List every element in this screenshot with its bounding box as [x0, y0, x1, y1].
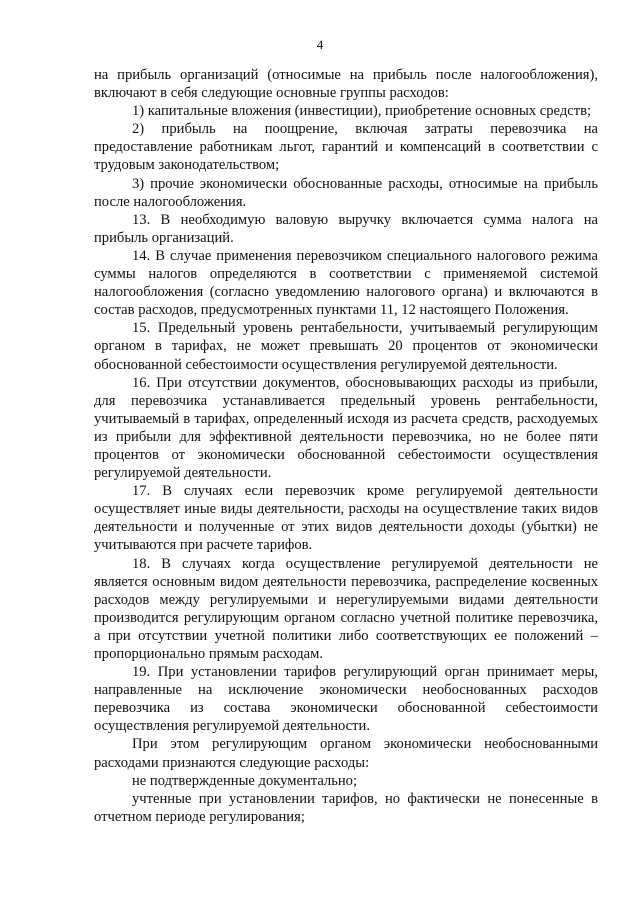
paragraph: 3) прочие экономически обоснованные расходы, относимые на прибыль после налогообложения.: [94, 175, 598, 210]
page-number: 4: [316, 37, 324, 52]
paragraph: 19. При установлении тарифов регулирующий орган принимает меры, направленные на исключение экономически необоснованных расходов перевозчика из состава экономически обоснованной себестоимости осуществления регулируемой деятельности.: [94, 664, 598, 735]
paragraph: При этом регулирующим органом экономически необоснованными расходами признаются следующие расходы:: [94, 736, 598, 771]
paragraph: 14. В случае применения перевозчиком специального налогового режима суммы налогов определяются в соответствии с применяемой системой налогообложения (согласно уведомлению налогового органа) и включаются в состав расходов, предусмотренных пунктами 11, 12 настоящего Положения.: [94, 247, 598, 319]
paragraph: 15. Предельный уровень рентабельности, учитываемый регулирующим органом в тарифах, не может превышать 20 процентов от экономически обоснованной себестоимости осуществления регулируемой деятельности.: [94, 320, 598, 373]
paragraph: 2) прибыль на поощрение, включая затраты перевозчика на предоставление работникам льгот, гарантий и компенсаций в соответствии с трудовым законодательством;: [94, 121, 598, 174]
paragraph: 13. В необходимую валовую выручку включается сумма налога на прибыль организаций.: [94, 211, 598, 246]
paragraph: на прибыль организаций (относимые на прибыль после налогообложения), включают в себя следующие основные группы расходов:: [94, 67, 598, 102]
paragraph: учтенные при установлении тарифов, но фактически не понесенные в отчетном периоде регулирования;: [94, 790, 598, 825]
paragraph: 1) капитальные вложения (инвестиции), приобретение основных средств;: [132, 103, 592, 120]
paragraph: не подтвержденные документально;: [132, 772, 358, 789]
paragraph: 16. При отсутствии документов, обосновывающих расходы из прибыли, для перевозчика устанавливается предельный уровень рентабельности, учитываемый в тарифах, определенный исходя из расчета средств, расходуемых из прибыли для эффективной деятельности перевозчика, но не более пяти процентов от экономически обоснованной себестоимости осуществления регулируемой деятельности.: [94, 374, 598, 482]
paragraph: 17. В случаях если перевозчик кроме регулируемой деятельности осуществляет иные виды деятельности, расходы на осуществление таких видов деятельности и полученные от этих видов деятельности доходы (убытки) не учитываются при расчете тарифов.: [94, 483, 598, 554]
document-body: [94, 66, 598, 826]
paragraph: 18. В случаях когда осуществление регулируемой деятельности не является основным видом деятельности перевозчика, распределение косвенных расходов между регулируемыми и нерегулируемыми видами деятельности производится регулирующим органом согласно учетной политике перевозчика, а при отсутствии учетной политики либо соответствующих ее положений – пропорционально прямым расходам.: [94, 555, 598, 662]
